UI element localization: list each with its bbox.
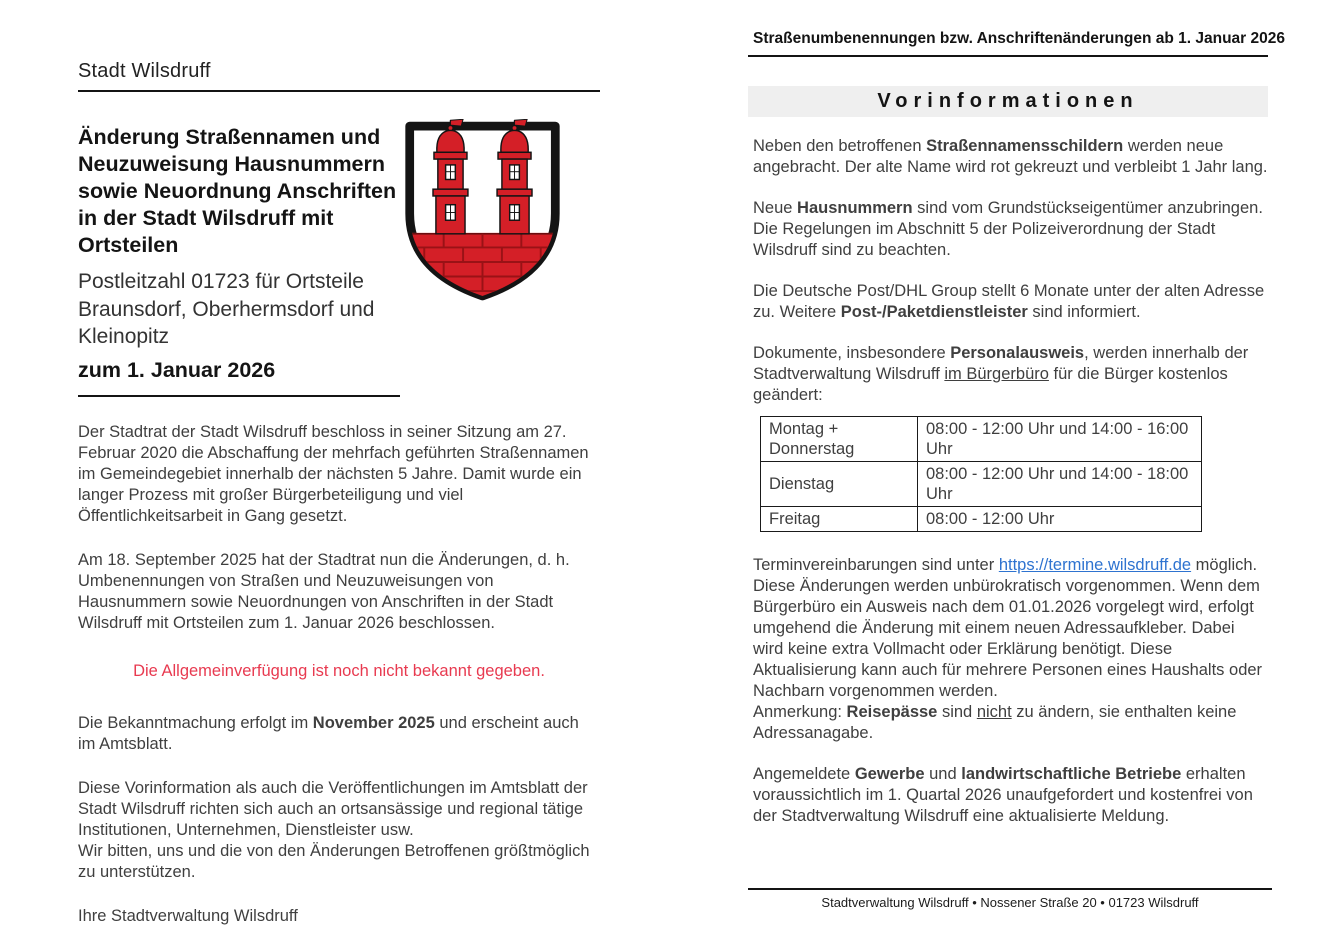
text-run: , werden innerhalb der Stadtverwaltung Wilsdruff: [753, 344, 1249, 383]
office-hours-table: [760, 416, 1202, 532]
right-body: [748, 136, 1268, 827]
text-run: sind vom Grundstückseigentümer anzubringen. Die Regelungen im Abschnitt 5 der Polizeiverordnung der Stadt Wilsdruff sind zu beachten.: [753, 199, 1263, 259]
signature: Ihre Stadtverwaltung Wilsdruff: [78, 906, 298, 925]
title-block: [78, 124, 600, 397]
document-title: Änderung Straßennamen und Neuzuweisung Hausnummern sowie Neuordnung Anschriften in der Stadt Wilsdruff mit Ortsteilen: [78, 125, 397, 257]
hours-cell: 08:00 - 12:00 Uhr und 14:00 - 16:00 Uhr: [918, 417, 1202, 462]
paragraph: [78, 778, 600, 883]
text-run: Gewerbe: [854, 765, 925, 783]
text-run: nicht: [976, 703, 1012, 721]
appointment-link[interactable]: https://termine.wilsdruff.de: [998, 556, 1192, 574]
effective-date: zum 1. Januar 2026: [78, 358, 400, 397]
text-run: Am 18. September 2025 hat der Stadtrat nun die Änderungen, d. h. Umbenennungen von Straßen und Neuzuweisungen von Hausnummern sowie Neuordnungen von Anschriften in der Stadt Wilsdruff mit Ortsteilen zum 1. Januar 2026 beschlossen.: [78, 550, 570, 632]
text-run: Neben den betroffenen: [753, 137, 927, 155]
paragraph: [753, 281, 1268, 323]
red-notice: Die Allgemeinverfügung ist noch nicht bekannt gegeben.: [133, 661, 545, 680]
paragraph: [753, 343, 1268, 406]
day-cell: Freitag: [761, 507, 918, 532]
text-run: und: [924, 765, 962, 783]
office-hours-row: [761, 507, 1202, 532]
day-cell: Montag + Donnerstag: [761, 417, 918, 462]
text-run: Diese Vorinformation als auch die Veröffentlichungen im Amtsblatt der Stadt Wilsdruff richten sich auch an ortsansässige und regional tätige Institutionen, Unternehmen, Dienstleister usw.: [78, 778, 588, 839]
text-run: Anmerkung:: [753, 703, 847, 721]
text-run: Angemeldete: [753, 765, 855, 783]
text-run: sind informiert.: [1027, 303, 1141, 321]
text-run: Terminvereinbarungen sind unter: [753, 556, 999, 574]
text-run: Neue: [753, 199, 798, 217]
hours-cell: 08:00 - 12:00 Uhr: [918, 507, 1202, 532]
day-cell: Dienstag: [761, 462, 918, 507]
wilsdruff-coat-of-arms-icon: [400, 119, 565, 304]
text-run: sind: [937, 703, 977, 721]
text-run: werden neue angebracht. Der alte Name wird rot gekreuzt und verbleibt 1 Jahr lang.: [753, 137, 1268, 176]
section-title: Vorinformationen: [748, 86, 1268, 117]
paragraph: [78, 713, 600, 755]
paragraph: [753, 136, 1268, 178]
text-run: Reisepässe: [846, 703, 938, 721]
text-run: Die Bekanntmachung erfolgt im: [78, 713, 313, 732]
paragraph: [78, 550, 600, 634]
text-run: Wir bitten, uns und die von den Änderungen Betroffenen größtmöglich zu unterstützen.: [78, 841, 590, 881]
text-run: Der Stadtrat der Stadt Wilsdruff beschloss in seiner Sitzung am 27. Februar 2020 die Abschaffung der mehrfach geführten Straßennamen im Gemeindegebiet innerhalb der nächsten 5 Jahre. Damit wurde ein langer Prozess mit großer Bürgerbeteiligung und viel Öffentlichkeitsarbeit in Gang gesetzt.: [78, 422, 589, 525]
text-run: Die Deutsche Post/DHL Group stellt 6 Monate unter der alten Adresse zu. Weitere: [753, 282, 1265, 321]
text-run: für die Bürger kostenlos geändert:: [753, 365, 1228, 404]
left-body: [78, 422, 600, 927]
office-hours-row: [761, 417, 1202, 462]
running-header: Straßenumbenennungen bzw. Anschriftenänderungen ab 1. Januar 2026: [748, 30, 1268, 57]
paragraph: [753, 764, 1268, 827]
text-run: Dokumente, insbesondere: [753, 344, 951, 362]
paragraph: [78, 422, 600, 527]
paragraph: [753, 198, 1268, 261]
paragraph: [753, 555, 1268, 744]
text-run: im Bürgerbüro: [944, 365, 1049, 383]
page-left: [78, 60, 600, 947]
page-footer: Stadtverwaltung Wilsdruff • Nossener Straße 20 • 01723 Wilsdruff: [748, 888, 1272, 910]
page-title: Stadt Wilsdruff: [78, 60, 600, 92]
text-run: erhalten voraussichtlich im 1. Quartal 2026 unaufgefordert und kostenfrei von der Stadtverwaltung Wilsdruff eine aktualisierte Meldung.: [753, 765, 1253, 825]
text-run: Straßennamensschildern: [926, 137, 1124, 155]
text-run: landwirtschaftliche Betriebe: [961, 765, 1182, 783]
text-run: möglich. Diese Änderungen werden unbürokratisch vorgenommen. Wenn dem Bürgerbüro ein Ausweis nach dem 01.01.2026 vorgelegt wird, erfolgt umgehend die Änderung mit einem neuen Adressaufkleber. Dabei wird keine extra Vollmacht oder Erklärung benötigt. Diese Aktualisierung kann auch für mehrere Personen eines Haushalts oder Nachbarn vorgenommen werden.: [753, 556, 1263, 700]
office-hours-row: [761, 462, 1202, 507]
text-run: zu ändern, sie enthalten keine Adressanagabe.: [753, 703, 1237, 742]
text-run: November 2025: [312, 713, 435, 732]
text-run: Hausnummern: [797, 199, 913, 217]
text-run: und erscheint auch im Amtsblatt.: [78, 713, 579, 753]
page-right: [748, 30, 1285, 847]
text-run: Personalausweis: [950, 344, 1085, 362]
hours-cell: 08:00 - 12:00 Uhr und 14:00 - 18:00 Uhr: [918, 462, 1202, 507]
document-subtitle: Postleitzahl 01723 für Ortsteile Braunsdorf, Oberhermsdorf und Kleinopitz: [78, 270, 375, 348]
text-run: Post-/Paketdienstleister: [840, 303, 1028, 321]
